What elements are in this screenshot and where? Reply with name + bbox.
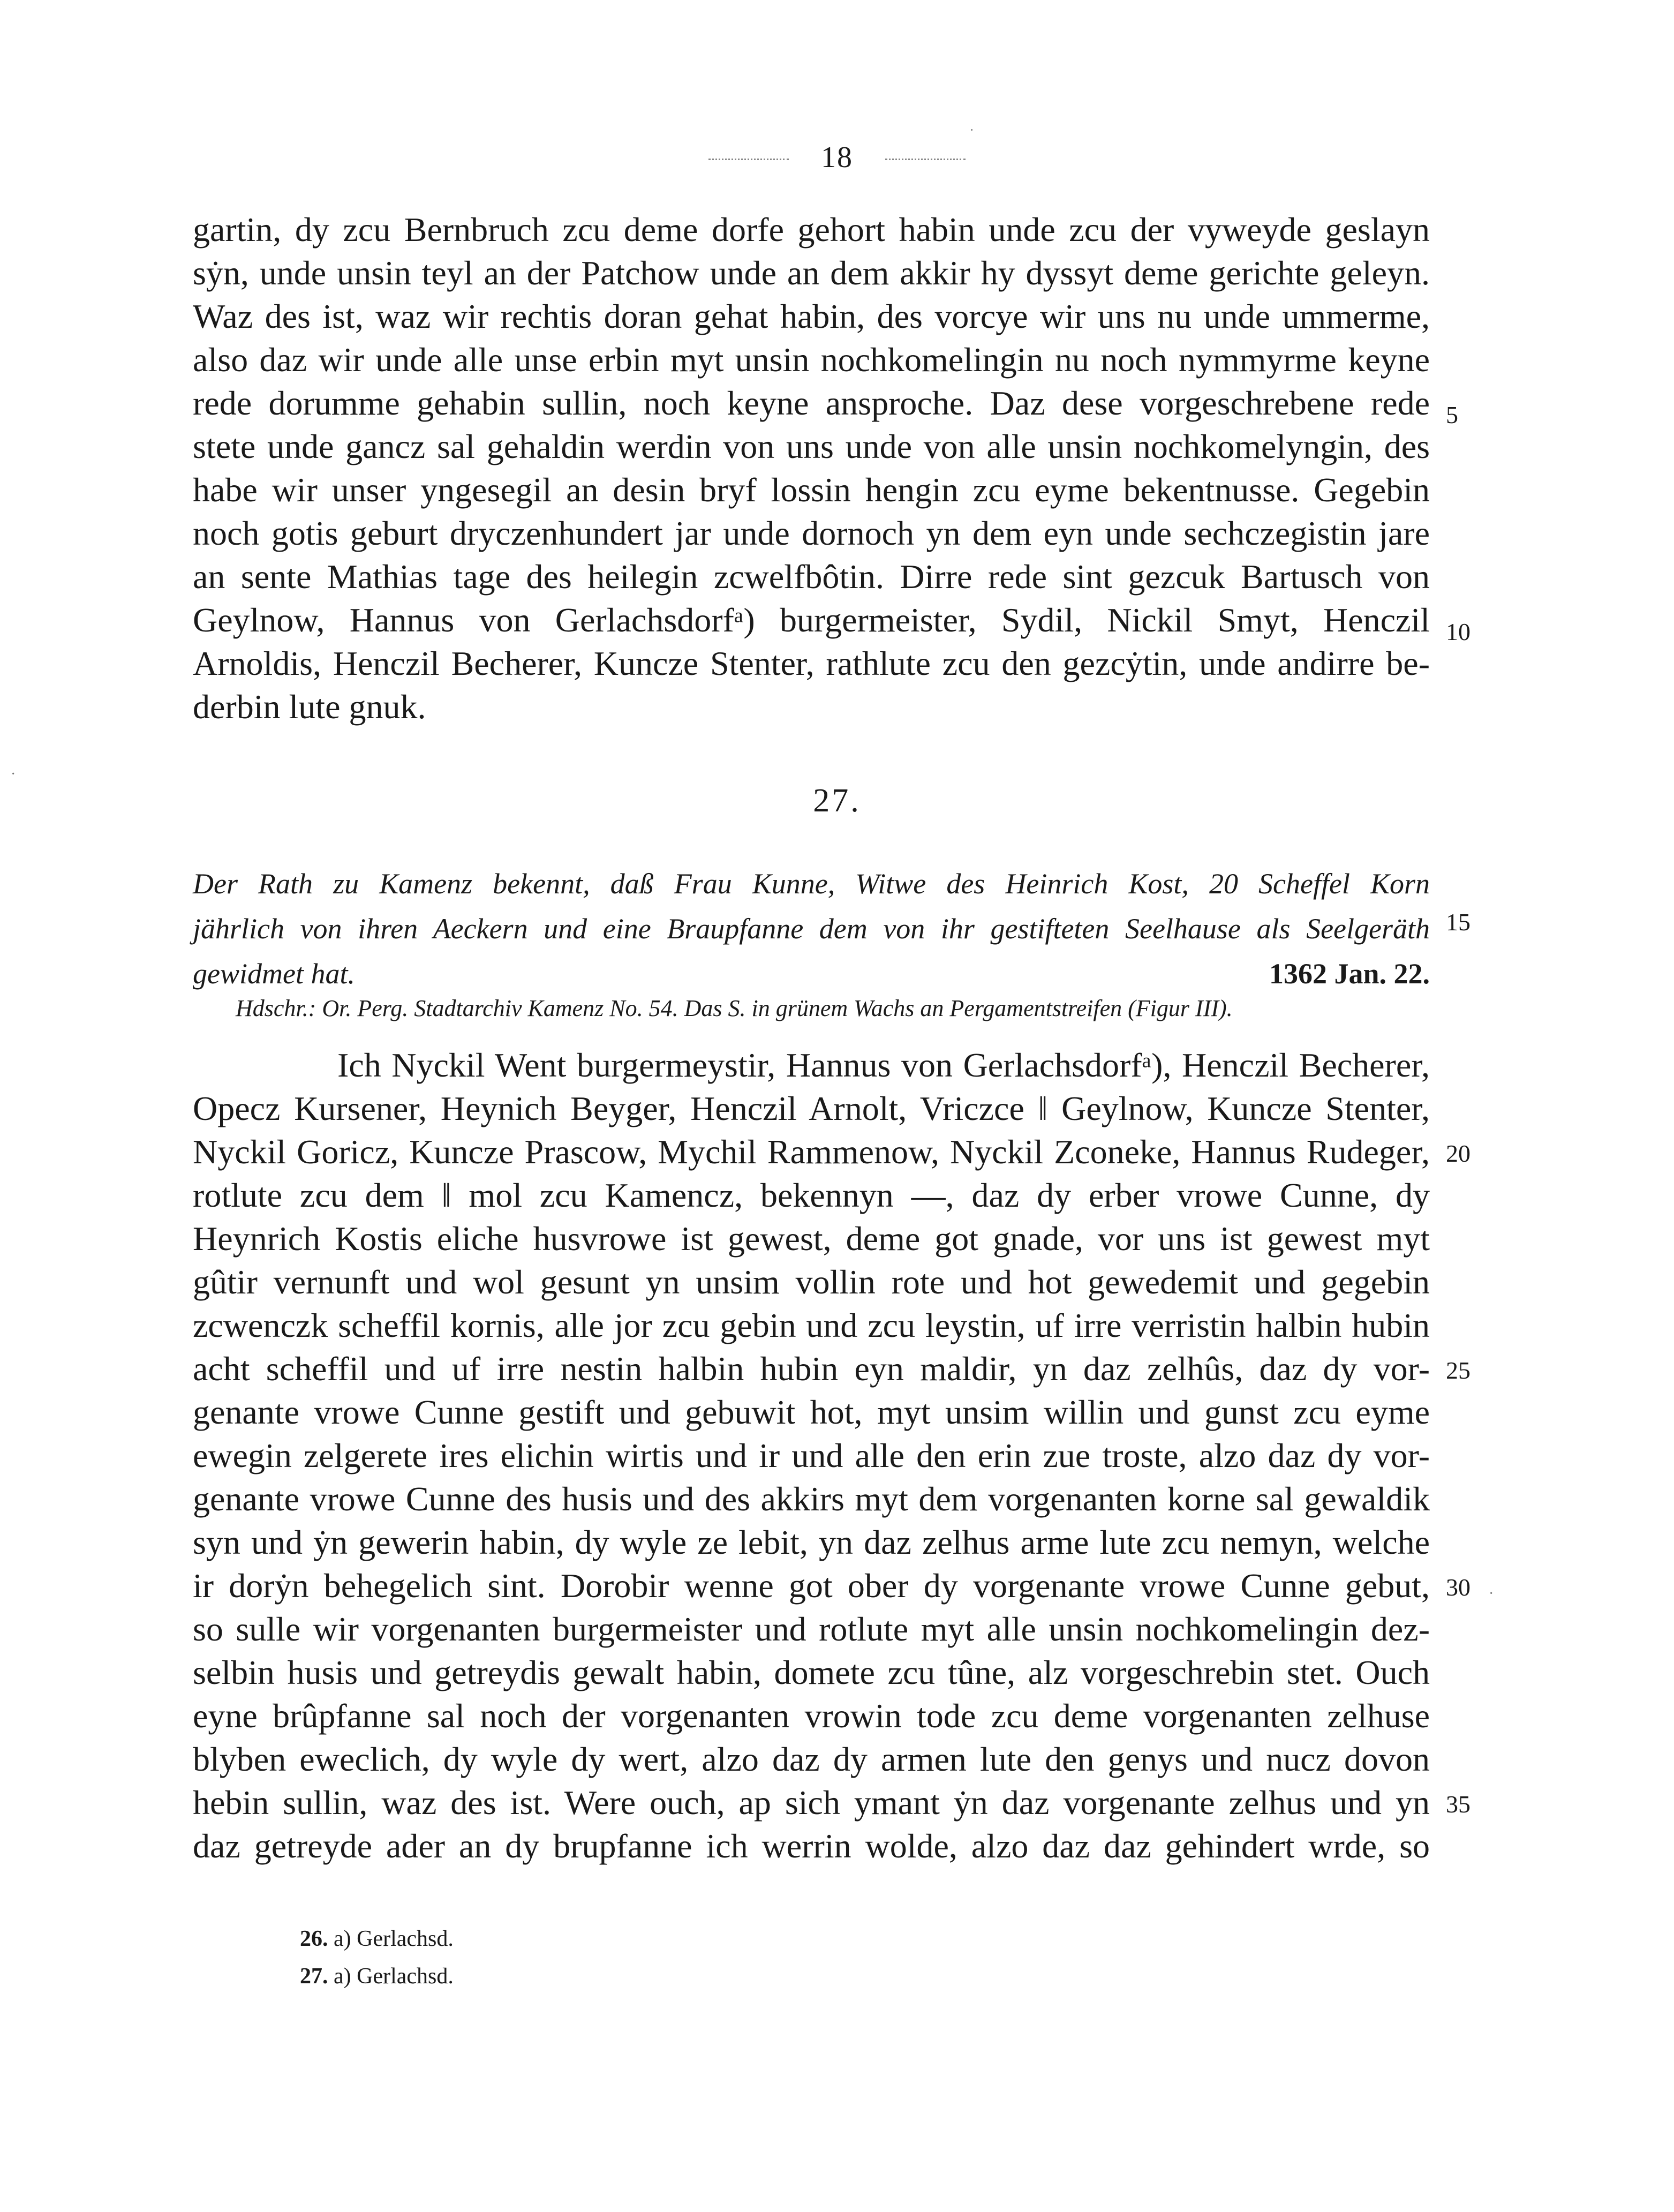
text-line: genante vrowe Cunne gestift und gebuwit hot, myt unsim willin und gunst zcu eyme [193, 1393, 1430, 1431]
text-line: Heynrich Kostis eliche husvrowe ist gewest, deme got gnade, vor uns ist gewest myt [193, 1220, 1430, 1258]
regest-line-last [193, 951, 1430, 996]
page-number-value: 18 [821, 141, 853, 174]
stray-mark: ˙ [969, 126, 975, 143]
text-line: Nyckil Goricz, Kuncze Prascow, Mychil Rammenow, Nyckil Zconeke, Hannus Rudeger, [193, 1133, 1430, 1171]
text-line: zcwenczk scheffil kornis, alle jor zcu gebin und zcu leystin, uf irre verristin halbin hubin [193, 1306, 1430, 1344]
document-number: 27. [813, 783, 861, 819]
page-number-rule-right [885, 159, 966, 162]
margin-line-number: 35 [1446, 1790, 1471, 1818]
text-line: rotlute zcu dem ‖ mol zcu Kamencz, bekennyn —, daz dy erber vrowe Cunne, dy [193, 1176, 1430, 1214]
stray-mark: · [11, 766, 16, 783]
text-line: an sente Mathias tage des heilegin zcwelfbôtin. Dirre rede sint gezcuk Bartusch von [193, 558, 1430, 596]
text-line: Ich Nyckil Went burgermeystir, Hannus von Gerlachsdorfᵃ), Henczil Becherer, [337, 1046, 1430, 1084]
text-line: also daz wir unde alle unse erbin myt unsin nochkomelingin nu noch nymmyrme keyne [193, 341, 1430, 379]
text-line: Arnoldis, Henczil Becherer, Kuncze Stenter, rathlute zcu den gezcẏtin, unde andirre be- [193, 644, 1430, 682]
text-line: gartin, dy zcu Bernbruch zcu deme dorfe gehort habin unde zcu der vyweyde geslayn [193, 210, 1430, 249]
margin-line-number: 5 [1446, 401, 1458, 428]
text-line: gûtir vernunft und wol gesunt yn unsim vollin rote und hot gewedemit und gegebin [193, 1263, 1430, 1301]
footnotes [300, 1920, 454, 1995]
regest [193, 861, 1430, 996]
text-line: genante vrowe Cunne des husis und des akkirs myt dem vorgenanten korne sal gewaldik [193, 1480, 1430, 1518]
text-line: acht scheffil und uf irre nestin halbin hubin eyn maldir, yn daz zelhûs, daz dy vor- [193, 1350, 1430, 1388]
margin-line-number: 10 [1446, 618, 1471, 645]
page-number-rule-left [708, 159, 789, 162]
footnote-number: 26. [300, 1927, 328, 1951]
text-line: so sulle wir vorgenanten burgermeister und rotlute myt alle unsin nochkomelingin dez- [193, 1610, 1430, 1648]
text-line: ir dorẏn behegelich sint. Dorobir wenne got ober dy vorgenante vrowe Cunne gebut, [193, 1567, 1430, 1605]
regest-line: gewidmet hat. [193, 958, 355, 990]
text-line: Opecz Kursener, Heynich Beyger, Henczil Arnolt, Vriczce ‖ Geylnow, Kuncze Stenter, [193, 1089, 1430, 1127]
footnote [300, 1958, 454, 1995]
text-line: eyne brûpfanne sal noch der vorgenanten vrowin tode zcu deme vorgenanten zelhuse [193, 1697, 1430, 1735]
text-line: blyben eweclich, dy wyle dy wert, alzo daz dy armen lute den genys und nucz dovon [193, 1740, 1430, 1778]
text-line: Geylnow, Hannus von Gerlachsdorfᵃ) burgermeister, Sydil, Nickil Smyt, Henczil [193, 601, 1430, 639]
text-line: syn und ẏn gewerin habin, dy wyle ze lebit, yn daz zelhus arme lute zcu nemyn, welche [193, 1523, 1430, 1561]
text-line: hebin sullin, waz des ist. Were ouch, ap sich ymant ẏn daz vorgenante zelhus und yn [193, 1784, 1430, 1822]
regest-line: jährlich von ihren Aeckern und eine Braupfanne dem von ihr gestifteten Seelhause als Seelgeräth [193, 913, 1430, 945]
text-line: habe wir unser yngesegil an desin bryf lossin hengin zcu eyme bekentnusse. Gegebin [193, 471, 1430, 509]
footnote-text: a) Gerlachsd. [334, 1964, 454, 1989]
text-line: daz getreyde ader an dy brupfanne ich werrin wolde, alzo daz daz gehindert wrde, so [193, 1827, 1430, 1865]
page-number [0, 140, 1674, 175]
footnote-number: 27. [300, 1964, 328, 1989]
text-line: ewegin zelgerete ires elichin wirtis und ir und alle den erin zue troste, alzo daz dy vor- [193, 1436, 1430, 1474]
continuation-text [193, 208, 1430, 728]
text-line: derbin lute gnuk. [193, 688, 426, 726]
source-note: Hdschr.: Or. Perg. Stadtarchiv Kamenz No. 54. Das S. in grünem Wachs an Pergamentstreifen (Figur III). [236, 995, 1233, 1021]
margin-line-number: 25 [1446, 1357, 1471, 1384]
document-text [193, 1043, 1430, 1868]
margin-line-number: 30 [1446, 1574, 1471, 1601]
footnote [300, 1920, 454, 1958]
text-line: noch gotis geburt dryczenhundert jar unde dornoch yn dem eyn unde sechczegistin jare [193, 514, 1430, 552]
text-line: selbin husis und getreydis gewalt habin, domete zcu tûne, alz vorgeschrebin stet. Ouch [193, 1653, 1430, 1691]
stray-mark: · [1489, 1585, 1494, 1602]
margin-line-number: 20 [1446, 1140, 1471, 1167]
document-date: 1362 Jan. 22. [1269, 958, 1430, 990]
text-line: sẏn, unde unsin teyl an der Patchow unde an dem akkir hy dyssyt deme gerichte geleyn. [193, 254, 1430, 292]
regest-line: Der Rath zu Kamenz bekennt, daß Frau Kunne, Witwe des Heinrich Kost, 20 Scheffel Korn [193, 868, 1430, 900]
footnote-text: a) Gerlachsd. [334, 1927, 454, 1951]
text-line: Waz des ist, waz wir rechtis doran gehat habin, des vorcye wir uns nu unde ummerme, [193, 297, 1430, 335]
margin-line-number: 15 [1446, 908, 1471, 936]
text-line: stete unde gancz sal gehaldin werdin von uns unde von alle unsin nochkomelyngin, des [193, 427, 1430, 465]
text-line: rede dorumme gehabin sullin, noch keyne ansproche. Daz dese vorgeschrebene rede [193, 384, 1430, 422]
